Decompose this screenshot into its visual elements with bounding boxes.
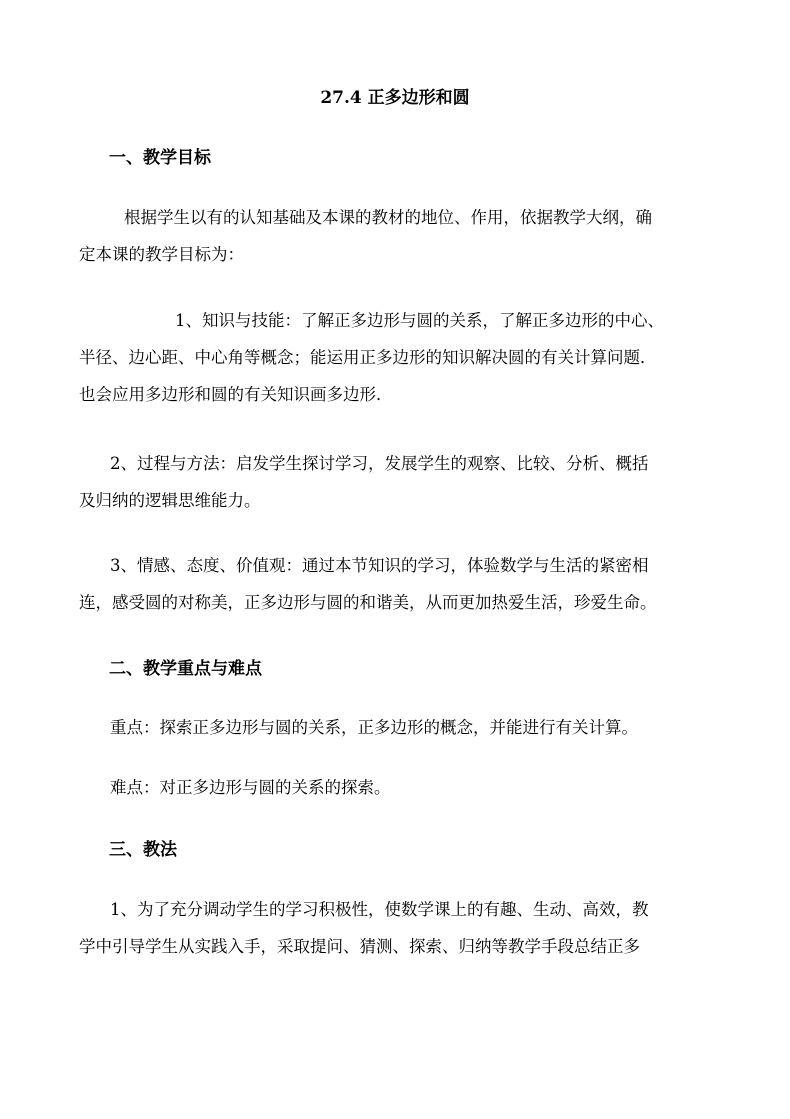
paragraph-line: 1、知识与技能：了解正多边形与圆的关系，了解正多边形的中心、 (175, 311, 664, 330)
paragraph-objective-knowledge (79, 302, 719, 413)
paragraph-line: 连，感受圆的对称美，正多边形与圆的和谐美，从而更加热爱生活，珍爱生命。 (79, 593, 657, 612)
section-heading-objectives: 一、教学目标 (109, 148, 211, 168)
paragraph-line: 1、为了充分调动学生的学习积极性，使数学课上的有趣、生动、高效，教 (110, 900, 649, 919)
paragraph-line: 定本课的教学目标为： (79, 245, 244, 264)
paragraph-line: 2、过程与方法：启发学生探讨学习，发展学生的观察、比较、分析、概括 (110, 454, 649, 473)
paragraph-line: 3、情感、态度、价值观：通过本节知识的学习，体验数学与生活的紧密相 (110, 556, 649, 575)
paragraph-line: 也会应用多边形和圆的有关知识画多边形． (79, 385, 393, 404)
paragraph-method-1 (79, 891, 719, 965)
paragraph-line: 重点：探索正多边形与圆的关系，正多边形的概念，并能进行有关计算。 (110, 718, 638, 737)
paragraph-objectives-intro (79, 199, 719, 273)
paragraph-objective-emotion (79, 547, 719, 621)
paragraph-line: 学中引导学生从实践入手，采取提问、猜测、探索、归纳等教学手段总结正多 (79, 937, 640, 956)
paragraph-objective-process (79, 445, 719, 519)
paragraph-line: 难点：对正多边形与圆的关系的探索。 (110, 778, 391, 797)
section-heading-keypoints: 二、教学重点与难点 (109, 659, 262, 679)
section-heading-methods: 三、教法 (109, 840, 177, 860)
paragraph-line: 半径、边心距、中心角等概念；能运用正多边形的知识解决圆的有关计算问题． (79, 348, 657, 367)
paragraph-difficulty (79, 769, 719, 806)
paragraph-key-point (79, 709, 719, 746)
document-title: 27.4 正多边形和圆 (320, 88, 470, 108)
paragraph-line: 根据学生以有的认知基础及本课的教材的地位、作用，依据教学大纲，确 (124, 208, 652, 227)
paragraph-line: 及归纳的逻辑思维能力。 (79, 491, 261, 510)
